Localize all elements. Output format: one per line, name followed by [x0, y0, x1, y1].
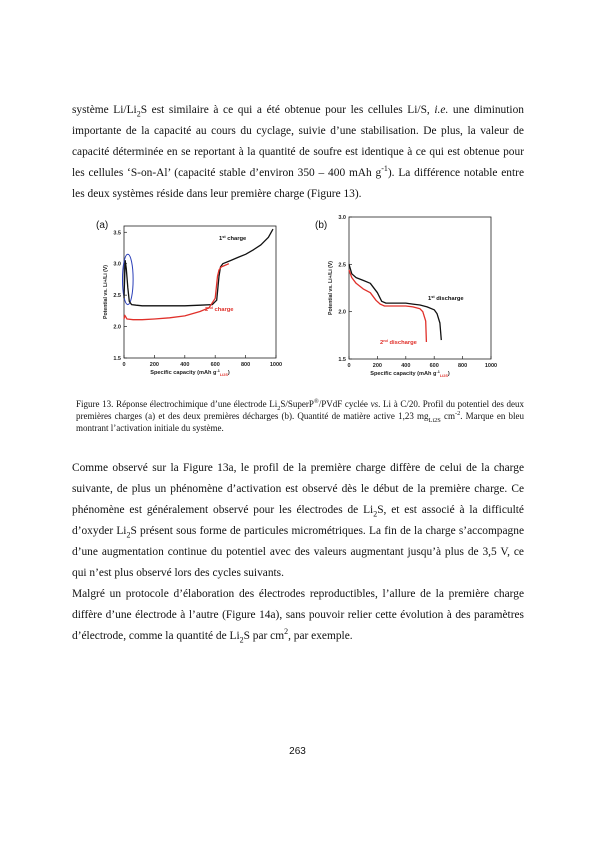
subscript: 2: [126, 530, 131, 540]
x-tick-label: 600: [210, 362, 220, 368]
y-tick-label: 2.0: [338, 309, 346, 316]
caption-run: S/SuperP: [280, 399, 314, 409]
superscript: -2: [454, 410, 461, 417]
series-label-text: charge: [212, 307, 234, 313]
superscript: -1: [381, 164, 388, 174]
text-run: S par cm: [243, 630, 285, 642]
y-tick-label: 2.5: [113, 293, 121, 300]
series-label-sup: nd: [208, 306, 213, 310]
caption-run-italic: vs: [370, 399, 379, 409]
series-label-text: discharge: [387, 340, 417, 346]
text-run: ). La différence notable entre les deux systèmes réside dans leur première charge (Figure 13).: [72, 167, 524, 200]
text-run: Malgré un protocole d’élaboration des électrodes reproductibles, l’allure de la première charge diffère d’une électrode à l’autre (Figure 14a), sans pouvoir relier cette évolution à des paramètres d’électrode, comme la quantité de Li: [72, 588, 524, 642]
caption-run: . Marque en bleu montrant l’activation initiale du système.: [76, 411, 525, 433]
x-axis-label: Specific capacity (mAh $g^{-1}_{Li2S}$): [150, 369, 230, 377]
x-tick-label: 800: [458, 363, 468, 369]
series-label-2: [205, 306, 234, 313]
x-tick-label: 0: [347, 363, 351, 369]
y-tick-label: 2.0: [113, 324, 121, 331]
series-label-num: 1: [219, 236, 223, 242]
y-tick-label: 3.5: [113, 230, 121, 237]
x-tick-label: 400: [180, 362, 190, 368]
series-label-text: discharge: [434, 296, 464, 302]
x-tick-label: 600: [429, 363, 439, 369]
plot-frame: [124, 226, 276, 358]
series-label-1: [428, 295, 464, 302]
series-label-sup: nd: [383, 339, 388, 343]
y-tick-label: 2.5: [338, 262, 346, 269]
x-axis-label-sup: -1: [436, 370, 440, 374]
x-tick-label: 1000: [269, 362, 283, 368]
subscript: 2: [277, 404, 281, 412]
subscript: 2: [136, 109, 141, 119]
x-tick-label: 200: [149, 362, 159, 368]
text-run: une diminution importante de la capacité au cours du cyclage, suivie d’une stabilisation. De plus, la valeur de capacité déterminée en se reportant à la quantité de soufre est identique à ce qui est obtenue pour les cellules ‘S-on-Al’ (capacité stable d’environ 350 – 400 mAh g: [72, 104, 524, 179]
x-axis-label-close: ): [227, 370, 230, 376]
x-tick-label: 400: [401, 363, 411, 369]
subscript: Li2S: [428, 416, 441, 424]
subscript: 2: [239, 635, 244, 645]
y-axis-label: Potential vs. Li+/Li (V): [103, 264, 109, 320]
chart-b: [315, 214, 505, 390]
y-tick-label: 1.5: [338, 357, 346, 363]
chart-a: [96, 218, 296, 390]
text-run: système Li/Li: [72, 104, 137, 116]
caption-run: . Li à C/20. Profil du potentiel des deux premières charges (a) et des deux premières décharges (b). Quantité de matière active 1,23 mg: [76, 399, 525, 421]
panel-a-label: (a): [96, 220, 109, 231]
text-run: S, et est associé à la difficulté d’oxyder Li: [72, 504, 524, 537]
plot-frame: [349, 217, 491, 359]
paragraph-intro: [72, 100, 524, 205]
y-tick-label: 3.0: [338, 215, 346, 221]
paragraph-analysis: [72, 458, 524, 584]
panel-b-label: (b): [315, 220, 328, 231]
x-axis-label: Specific capacity (mAh $g^{-1}_{Li2S}$): [370, 370, 450, 378]
figure-caption: [76, 398, 524, 434]
superscript: 2: [284, 627, 289, 637]
text-run: S est similaire à ce qui a été obtenue pour les cellules Li/S,: [140, 104, 435, 116]
x-axis-label-sub: Li2S: [439, 374, 448, 378]
caption-run: /PVdF cyclée: [318, 399, 371, 409]
series-line-1: [349, 264, 441, 340]
text-run-italic: i.e.: [434, 104, 449, 116]
series-label-1: [219, 235, 247, 242]
x-tick-label: 800: [241, 362, 251, 368]
x-tick-label: 200: [372, 363, 382, 369]
series-label-sup: st: [431, 295, 435, 299]
caption-run: Figure 13. Réponse électrochimique d’une électrode Li: [76, 399, 278, 409]
superscript: ®: [313, 398, 319, 405]
series-label-sup: st: [222, 235, 226, 239]
y-tick-label: 1.5: [113, 356, 121, 362]
text-run: S présent sous forme de particules micrométriques. La fin de la charge s’accompagne d’une augmentation continue du potentiel avec des valeurs augmentant jusqu’à plus de 3,5 V, ce qui n’est plus observé lors des cycles suivants.: [72, 525, 524, 579]
x-axis-label-sup: -1: [216, 369, 220, 373]
figure-panel-b: [315, 214, 505, 390]
figure-panel-a: [96, 218, 296, 390]
page-number: 263: [289, 746, 306, 757]
x-tick-label: 0: [122, 362, 126, 368]
series-label-num: 2: [380, 340, 384, 346]
subscript: 2: [373, 509, 378, 519]
series-label-text: charge: [225, 236, 247, 242]
y-axis-label: Potential vs. Li+/Li (V): [328, 260, 334, 316]
series-label-num: 1: [428, 296, 432, 302]
series-line-2: [349, 270, 426, 342]
caption-run: cm: [440, 411, 455, 421]
x-tick-label: 1000: [484, 363, 498, 369]
y-tick-label: 3.0: [113, 261, 121, 268]
paragraph-reproducibility: [72, 584, 524, 647]
text-run: Comme observé sur la Figure 13a, le profil de la première charge diffère de celui de la charge suivante, de plus un phénomène d’activation est observé dès le début de la première charge. Ce phénomène est généralement observé pour les électrodes de Li: [72, 462, 524, 516]
x-axis-label-sub: Li2S: [219, 373, 228, 377]
series-line-1: [124, 229, 273, 306]
x-axis-label-close: ): [447, 371, 450, 377]
series-label-num: 2: [205, 307, 209, 313]
series-label-2: [380, 339, 418, 346]
text-run: , par exemple.: [288, 630, 353, 642]
